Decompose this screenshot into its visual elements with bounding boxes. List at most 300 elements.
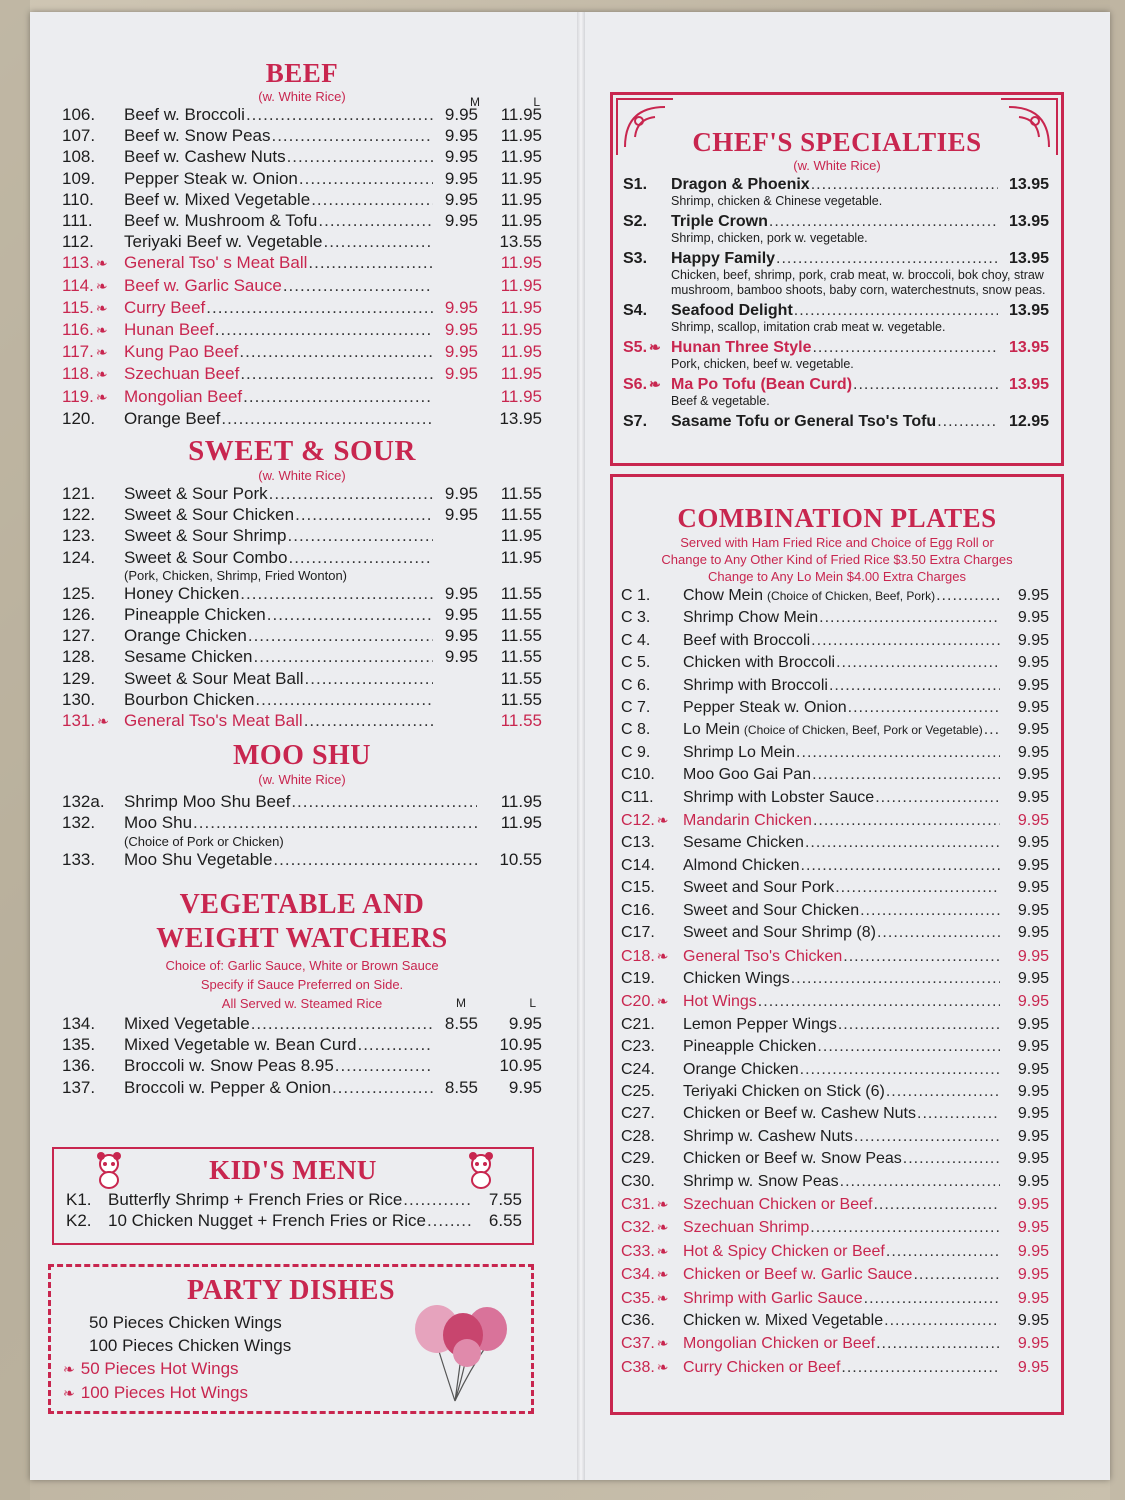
item-name: Almond Chicken <box>683 856 800 874</box>
dot-leader <box>427 1210 473 1231</box>
price-large: 11.95 <box>500 126 542 146</box>
dot-leader <box>800 1059 1000 1081</box>
dot-leader <box>848 697 1000 719</box>
price-medium: 8.55 <box>444 1013 478 1033</box>
item-number: 136. <box>62 1056 96 1076</box>
party-title: PARTY DISHES <box>186 1275 396 1306</box>
item-name: Broccoli w. Snow Peas 8.95 <box>124 1056 334 1076</box>
price: 9.95 <box>1017 1082 1049 1100</box>
item-number: 116. ❧ <box>62 320 108 340</box>
chili-icon: ❧ <box>95 322 108 339</box>
item-name: 100 Pieces Chicken Wings <box>89 1336 292 1355</box>
combo-item <box>621 945 1049 968</box>
menu-item <box>62 1034 542 1055</box>
price: 10.55 <box>499 849 542 869</box>
price: 6.55 <box>488 1211 522 1231</box>
item-name: Sasame Tofu or General Tso's Tofu <box>671 413 937 430</box>
dot-leader <box>193 812 477 833</box>
combo-item <box>621 585 1049 607</box>
item-note: (Choice of Chicken, Beef, Pork) <box>767 589 936 603</box>
price: 9.95 <box>1017 766 1049 784</box>
menu-item <box>62 791 542 812</box>
item-number: C32. ❧ <box>621 1219 669 1237</box>
chef-specialties-box <box>610 92 1064 466</box>
price-large: 11.95 <box>500 275 542 295</box>
item-number: C27. <box>621 1105 655 1123</box>
dot-leader <box>853 375 998 394</box>
combo-item <box>621 1103 1049 1125</box>
dot-leader <box>812 764 1000 786</box>
chili-icon: ❧ <box>649 339 661 355</box>
item-name: Hunan Beef <box>124 320 214 340</box>
item-name: Mixed Vegetable <box>124 1013 250 1033</box>
dot-leader <box>267 604 433 625</box>
item-name: Shrimp w. Snow Peas <box>683 1172 839 1190</box>
item-name: Chicken or Beef w. Snow Peas <box>683 1150 902 1168</box>
menu-item <box>62 408 542 429</box>
item-name: Pineapple Chicken <box>683 1038 817 1056</box>
dot-leader <box>246 104 433 125</box>
beef-list <box>62 104 542 429</box>
combo-item <box>621 742 1049 764</box>
dot-leader <box>254 646 433 667</box>
combo-item <box>621 1193 1049 1216</box>
chili-icon: ❧ <box>656 1266 669 1283</box>
item-number: 118. ❧ <box>62 364 108 384</box>
item-name: Sweet & Sour Chicken <box>124 505 295 525</box>
item-name: Mongolian Beef <box>124 386 243 406</box>
combo-item <box>621 787 1049 809</box>
corner-ornament-icon <box>615 97 675 157</box>
price-medium: 9.95 <box>444 189 478 209</box>
item-number: C 3. <box>621 609 651 627</box>
combo-item <box>621 877 1049 899</box>
item-name: Sweet & Sour Pork <box>124 484 268 504</box>
beef-subtitle-text: (w. White Rice) <box>258 89 346 104</box>
price: 13.95 <box>1008 250 1049 267</box>
item-name: Mandarin Chicken <box>683 812 812 830</box>
item-number: C23. <box>621 1038 655 1056</box>
menu-item <box>62 849 542 870</box>
price: 9.95 <box>1017 1242 1049 1260</box>
item-name: Moo Shu <box>124 813 193 833</box>
price: 13.95 <box>1008 176 1049 193</box>
combo-item <box>621 1148 1049 1170</box>
dot-leader <box>273 849 477 870</box>
veg-size-l: L <box>529 995 536 1010</box>
item-number: C15. <box>621 879 655 897</box>
dot-leader <box>812 338 998 357</box>
item-name: Moo Shu Vegetable <box>124 849 273 869</box>
dot-leader <box>840 1171 1000 1193</box>
price: 9.95 <box>1017 879 1049 897</box>
item-number: 126. <box>62 605 96 625</box>
dot-leader <box>239 341 433 362</box>
item-number: C17. <box>621 924 655 942</box>
price: 9.95 <box>1017 856 1049 874</box>
price: 9.95 <box>1017 609 1049 627</box>
dot-leader <box>271 125 433 146</box>
item-name: Beef w. Mixed Vegetable <box>124 189 311 209</box>
item-name: Mongolian Chicken or Beef <box>683 1335 876 1353</box>
item-name: Chicken w. Mixed Vegetable <box>683 1312 884 1329</box>
chili-icon: ❧ <box>656 947 669 964</box>
combo-item <box>621 990 1049 1013</box>
price-large: 11.55 <box>500 711 542 731</box>
item-number: C29. <box>621 1150 655 1168</box>
item-number: C14. <box>621 856 655 874</box>
combo-item <box>621 1081 1049 1103</box>
sweet-sour-subtitle: (w. White Rice) <box>258 468 346 484</box>
item-number: C 4. <box>621 631 651 649</box>
dot-leader <box>817 1036 1000 1058</box>
dot-leader <box>984 719 1000 741</box>
price: 9.95 <box>1017 587 1049 604</box>
item-number: C30. <box>621 1172 655 1190</box>
price: 12.95 <box>1008 413 1049 430</box>
chef-item <box>623 301 1049 320</box>
item-number: S4. <box>623 302 648 319</box>
price-large: 11.55 <box>500 626 542 646</box>
combo-item <box>621 1356 1049 1379</box>
price-large: 11.55 <box>500 647 542 667</box>
combo-item <box>621 900 1049 922</box>
combo-item <box>621 764 1049 786</box>
combo-item <box>621 809 1049 832</box>
price-large: 11.55 <box>500 583 542 603</box>
menu-item <box>62 583 542 604</box>
item-name: Shrimp with Broccoli <box>683 676 828 694</box>
chef-item <box>623 412 1049 431</box>
menu-item <box>62 483 542 504</box>
price-medium: 9.95 <box>444 342 478 362</box>
combo-item <box>621 1310 1049 1332</box>
menu-item <box>62 168 542 189</box>
chef-item <box>623 338 1049 357</box>
chef-title: CHEF'S SPECIALTIES <box>692 127 982 157</box>
item-number: 115. ❧ <box>62 297 108 317</box>
price-large: 11.95 <box>500 320 542 340</box>
dot-leader <box>794 301 998 320</box>
menu-item <box>62 668 542 689</box>
item-number: C12. ❧ <box>621 812 669 830</box>
chili-icon: ❧ <box>95 299 108 316</box>
menu-item <box>62 1077 542 1098</box>
menu-item <box>62 812 542 833</box>
price: 9.95 <box>1017 699 1049 717</box>
beef-title: BEEF <box>265 58 339 88</box>
item-note: (Pork, Chicken, Shrimp, Fried Wonton) <box>124 567 347 583</box>
item-name: Orange Chicken <box>124 626 247 646</box>
dot-leader <box>288 525 433 546</box>
price-large: 11.95 <box>500 147 542 167</box>
item-number: 134. <box>62 1013 96 1033</box>
item-number: S2. <box>623 213 648 230</box>
item-name: Happy Family <box>671 250 776 267</box>
item-name: Beef with Broccoli <box>683 631 811 649</box>
dot-leader <box>240 583 433 604</box>
item-name: Sweet & Sour Shrimp <box>124 526 287 546</box>
item-name: Hot & Spicy Chicken or Beef <box>683 1242 885 1260</box>
dot-leader <box>835 877 1000 899</box>
dot-leader <box>288 547 433 568</box>
price-medium: 8.55 <box>444 1077 478 1097</box>
price: 9.95 <box>1017 812 1049 830</box>
item-number: C 7. <box>621 699 651 717</box>
item-number: 131. ❧ <box>62 711 109 731</box>
price: 13.95 <box>1008 213 1049 230</box>
price: 9.95 <box>1017 1312 1049 1329</box>
menu-item <box>62 525 542 546</box>
price: 9.95 <box>1017 1105 1049 1123</box>
price-medium: 9.95 <box>444 364 478 384</box>
item-number: 111. <box>62 211 93 231</box>
price-medium: 9.95 <box>444 126 478 146</box>
dot-leader <box>877 922 1000 944</box>
dot-leader <box>776 249 998 268</box>
dot-leader <box>215 319 433 340</box>
dot-leader <box>206 297 433 318</box>
price: 9.95 <box>1017 1219 1049 1237</box>
chili-icon: ❧ <box>656 1358 669 1375</box>
item-number: 108. <box>62 147 96 167</box>
menu-item <box>62 689 542 710</box>
dot-leader <box>304 710 433 731</box>
price-large: 11.55 <box>500 505 542 525</box>
item-number: C34. ❧ <box>621 1266 669 1284</box>
price: 9.95 <box>1017 1289 1049 1307</box>
chili-icon: ❧ <box>63 1361 75 1377</box>
price-medium: 9.95 <box>444 626 478 646</box>
menu-item <box>62 710 542 732</box>
item-number: 121. <box>62 484 96 504</box>
chili-icon: ❧ <box>656 1219 669 1236</box>
item-number: 119. ❧ <box>62 386 108 406</box>
item-number: C 5. <box>621 654 651 672</box>
chili-icon: ❧ <box>656 1289 669 1306</box>
chili-icon: ❧ <box>656 1242 669 1259</box>
item-name: 50 Pieces Hot Wings <box>80 1359 239 1378</box>
item-name: Beef w. Mushroom & Tofu <box>124 211 318 231</box>
chili-icon: ❧ <box>95 255 108 272</box>
price-large: 11.95 <box>500 105 542 124</box>
item-number: S7. <box>623 413 648 430</box>
item-name: Kung Pao Beef <box>124 342 239 362</box>
item-name: General Tso's Chicken <box>683 947 843 965</box>
item-description: Shrimp, chicken & Chinese vegetable. <box>671 194 883 208</box>
sweet-sour-title: SWEET & SOUR <box>188 435 416 468</box>
item-name: Teriyaki Chicken on Stick (6) <box>683 1082 885 1100</box>
dot-leader <box>838 1014 1000 1036</box>
combo-item <box>621 1126 1049 1148</box>
price: 9.95 <box>1017 969 1049 987</box>
item-name: Sweet and Sour Chicken <box>683 901 860 919</box>
item-name: Orange Beef <box>124 408 221 428</box>
item-number: 128. <box>62 647 96 667</box>
price-large: 11.55 <box>500 605 542 625</box>
price-medium: 9.95 <box>444 484 478 504</box>
combo-item <box>621 675 1049 697</box>
price: 9.95 <box>1017 1038 1049 1056</box>
item-name: Beef w. Snow Peas <box>124 126 271 146</box>
vegetable-list <box>62 1013 542 1098</box>
dot-leader <box>769 212 998 231</box>
item-name: Chicken or Beef w. Garlic Sauce <box>683 1266 913 1284</box>
menu-item <box>62 104 542 125</box>
item-name: Chicken with Broccoli <box>683 654 836 672</box>
item-name: Beef w. Broccoli <box>124 105 245 124</box>
chef-item <box>623 175 1049 194</box>
dot-leader <box>829 675 1000 697</box>
price-large: 10.95 <box>499 1035 542 1055</box>
item-number: 113. ❧ <box>62 253 108 273</box>
item-name: Szechuan Chicken or Beef <box>683 1195 873 1213</box>
item-name: Pepper Steak w. Onion <box>124 168 298 188</box>
item-name: Shrimp Chow Mein <box>683 609 819 627</box>
item-number: 123. <box>62 526 96 546</box>
item-name: Szechuan Beef <box>124 364 240 384</box>
dot-leader <box>335 1055 433 1076</box>
beef-subtitle <box>62 89 542 109</box>
price-large: 11.95 <box>500 386 542 406</box>
dot-leader <box>251 1013 433 1034</box>
combination-plates-box <box>610 474 1064 1415</box>
item-number: S3. <box>623 250 648 267</box>
panda-icon <box>464 1151 498 1189</box>
dot-leader <box>913 1264 1000 1286</box>
combo-item <box>621 697 1049 719</box>
chili-icon: ❧ <box>656 1195 669 1212</box>
price: 9.95 <box>1017 721 1049 739</box>
price-medium: 9.95 <box>444 320 478 340</box>
kids-item <box>66 1189 522 1210</box>
dot-leader <box>854 1126 1000 1148</box>
chili-icon: ❧ <box>97 713 109 730</box>
dot-leader <box>805 832 1000 854</box>
item-number: 127. <box>62 626 96 646</box>
left-column <box>62 58 542 1098</box>
item-description: Beef & vegetable. <box>671 394 770 408</box>
item-number: 112. <box>62 232 94 252</box>
menu-item <box>62 386 542 408</box>
menu-item <box>62 1013 542 1034</box>
moo-shu-list <box>62 791 542 870</box>
moo-shu-subtitle: (w. White Rice) <box>258 772 346 788</box>
kids-item <box>66 1210 522 1231</box>
combo-title: COMBINATION PLATES <box>677 503 997 533</box>
veg-size-m: M <box>456 995 466 1010</box>
item-number: C31. ❧ <box>621 1195 669 1213</box>
price: 9.95 <box>1017 993 1049 1011</box>
combo-note-1: Served with Ham Fried Rice and Choice of Egg Roll or <box>680 535 994 550</box>
dot-leader <box>243 386 433 407</box>
combo-item <box>621 1036 1049 1058</box>
dot-leader <box>240 363 433 384</box>
combo-item <box>621 1014 1049 1036</box>
item-number: C25. <box>621 1082 655 1100</box>
price: 9.95 <box>1017 1172 1049 1190</box>
menu-item <box>62 125 542 146</box>
moo-shu-title: MOO SHU <box>232 740 372 772</box>
chili-icon: ❧ <box>656 812 669 829</box>
item-note: (Choice of Chicken, Beef, Pork or Vegetable) <box>743 723 983 738</box>
item-number: S5. ❧ <box>623 339 661 356</box>
dot-leader <box>791 968 1000 990</box>
kids-menu-box <box>52 1147 534 1245</box>
dot-leader <box>917 1103 1000 1125</box>
combo-list <box>613 585 1061 1379</box>
combo-note-3: Change to Any Lo Mein $4.00 Extra Charges <box>708 569 966 584</box>
dot-leader <box>860 900 1000 922</box>
menu-item <box>62 146 542 167</box>
item-name: Chow Mein <box>683 587 764 604</box>
item-number: C33. ❧ <box>621 1242 669 1260</box>
item-description: Shrimp, chicken, pork w. vegetable. <box>671 231 868 245</box>
dot-leader <box>221 408 433 429</box>
dot-leader <box>875 787 1000 809</box>
item-number: 137. <box>62 1077 96 1097</box>
item-number: K1. <box>66 1190 92 1209</box>
beef-size-m: M <box>470 95 480 109</box>
item-name: Beef w. Garlic Sauce <box>124 275 282 295</box>
item-number: C11. <box>621 788 654 806</box>
dot-leader <box>295 504 433 525</box>
item-number: 132a. <box>62 792 105 812</box>
price: 13.95 <box>1008 376 1049 393</box>
dot-leader <box>299 168 433 189</box>
item-number: 122. <box>62 505 96 525</box>
item-number: C36. <box>621 1312 655 1329</box>
item-name: 10 Chicken Nugget + French Fries or Rice <box>108 1211 426 1231</box>
price-large: 11.95 <box>500 189 542 209</box>
item-number: C 6. <box>621 676 651 694</box>
item-name: General Tso' s Meat Ball <box>124 253 308 273</box>
price-large: 11.95 <box>500 526 542 546</box>
item-number: 106. <box>62 105 96 124</box>
item-name: Teriyaki Beef w. Vegetable <box>124 232 323 252</box>
price-medium: 9.95 <box>444 647 478 667</box>
menu-item <box>62 341 542 363</box>
dot-leader <box>813 810 1000 832</box>
dot-leader <box>811 175 998 194</box>
panda-icon <box>92 1151 126 1189</box>
price-large: 11.95 <box>500 297 542 317</box>
vegetable-note-3: All Served w. Steamed Rice <box>221 995 383 1011</box>
item-name: Beef w. Cashew Nuts <box>124 147 286 167</box>
item-name: Chicken Wings <box>683 969 790 987</box>
item-name: Szechuan Shrimp <box>683 1219 810 1237</box>
menu-item <box>62 210 542 231</box>
menu-item <box>62 1055 542 1076</box>
kids-title: KID'S MENU <box>209 1155 377 1185</box>
item-name: Shrimp w. Cashew Nuts <box>683 1127 853 1145</box>
item-name: Bourbon Chicken <box>124 689 255 709</box>
item-name: Mixed Vegetable w. Bean Curd <box>124 1035 357 1055</box>
item-number: S6. ❧ <box>623 376 661 393</box>
chili-icon: ❧ <box>656 993 669 1010</box>
price-medium: 9.95 <box>444 105 478 124</box>
price: 9.95 <box>1017 901 1049 919</box>
vegetable-title-1: VEGETABLE AND <box>179 888 425 920</box>
dot-leader <box>357 1034 433 1055</box>
combo-item <box>621 968 1049 990</box>
menu-item <box>62 275 542 297</box>
chili-icon: ❧ <box>656 1335 669 1352</box>
dot-leader <box>811 630 1000 652</box>
item-name: Moo Goo Gai Pan <box>683 766 812 784</box>
combo-item <box>621 1059 1049 1081</box>
price: 9.95 <box>1017 1150 1049 1168</box>
